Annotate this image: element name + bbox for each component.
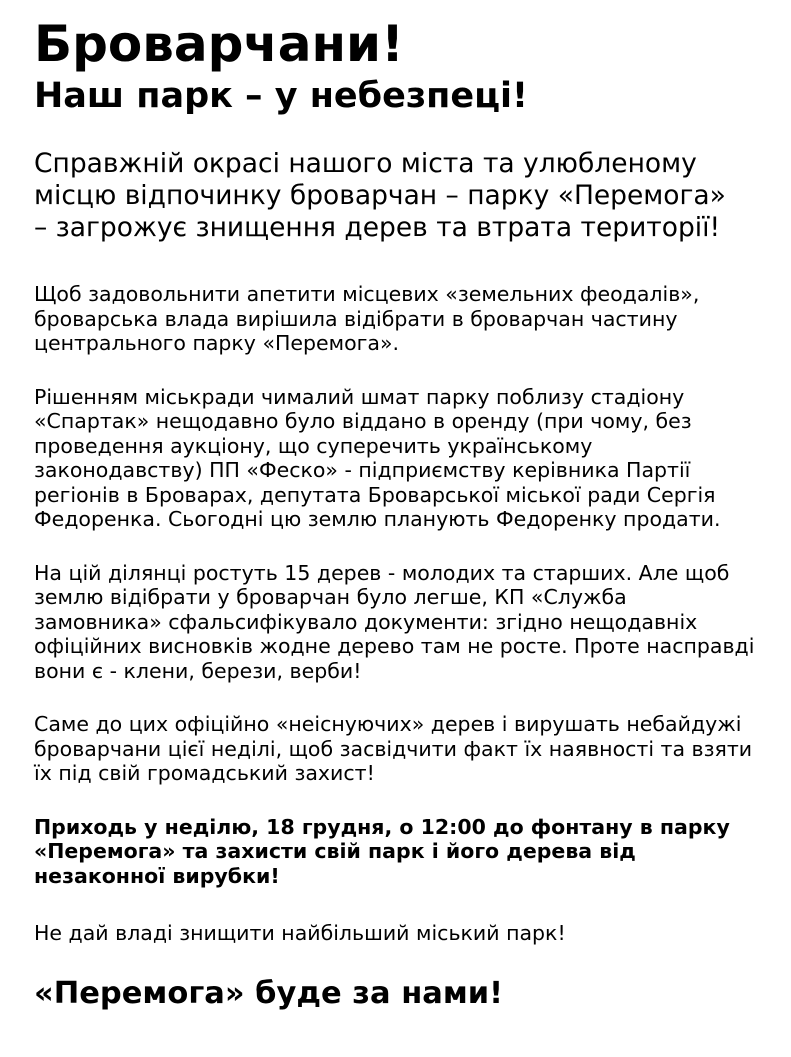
paragraph-sunday-visit: [34, 712, 774, 786]
subheadline: Наш парк – у небезпеці!: [34, 76, 528, 116]
lead-line: місцю відпочинку броварчан – парку «Перемога»: [34, 180, 726, 211]
lead-paragraph: [34, 148, 774, 244]
paragraph-line: На цій ділянці ростуть 15 дерев - молодих та старших. Але щоб: [34, 560, 730, 585]
call-to-action-line: незаконної вирубки!: [34, 863, 280, 888]
paragraph-line: замовника» сфальсифікувало документи: згідно нещодавніх: [34, 609, 698, 634]
paragraph-council-decision: [34, 385, 774, 532]
paragraph-line: Саме до цих офіційно «неіснуючих» дерев і вирушать небайдужі: [34, 712, 742, 736]
lead-line: Справжній окрасі нашого міста та улюбленому: [34, 148, 697, 179]
paragraph-line: землю відібрати у броварчан було легше, КП «Служба: [34, 585, 627, 609]
paragraph-line: Рішенням міськради чималий шмат парку поблизу стадіону: [34, 384, 685, 409]
paragraph-line: «Спартак» нещодавно було віддано в оренду (при чому, без: [34, 409, 692, 433]
paragraph-land-grab: [34, 282, 774, 356]
paragraph-line: їх під свій громадський захист!: [34, 761, 375, 785]
paragraph-line: центрального парку «Перемога».: [34, 331, 400, 355]
paragraph-trees: [34, 561, 774, 684]
paragraph-line: вони є - клени, берези, верби!: [34, 658, 362, 683]
lead-line: – загрожує знищення дерев та втрата території!: [34, 212, 721, 243]
paragraph-line: проведення аукціону, що суперечить українському: [34, 433, 593, 458]
call-to-action-line: «Перемога» та захисти свій парк і його дерева від: [34, 839, 636, 863]
headline: Броварчани!: [34, 15, 404, 73]
call-to-action: [34, 815, 774, 889]
paragraph-line: Щоб задовольнити апетити місцевих «земельних феодалів»,: [34, 282, 700, 306]
leaflet-page: [34, 14, 774, 1012]
paragraph-line: броварська влада вирішила відібрати в броварчан частину: [34, 306, 678, 331]
slogan: «Перемога» буде за нами!: [34, 975, 504, 1011]
appeal: [34, 921, 774, 946]
paragraph-line: офіційних висновків жодне дерево там не росте. Проте насправді: [34, 634, 755, 658]
paragraph-line: законодавству) ПП «Феско» - підприємству керівника Партії: [34, 458, 691, 482]
paragraph-line: Федоренка. Сьогодні цю землю планують Федоренку продати.: [34, 507, 721, 531]
appeal-line: Не дай владі знищити найбільший міський парк!: [34, 921, 566, 945]
paragraph-line: регіонів в Броварах, депутата Броварської міської ради Сергія: [34, 482, 716, 507]
call-to-action-line: Приходь у неділю, 18 грудня, о 12:00 до фонтану в парку: [34, 814, 730, 839]
paragraph-line: броварчани цієї неділі, щоб засвідчити факт їх наявності та взяти: [34, 736, 753, 761]
